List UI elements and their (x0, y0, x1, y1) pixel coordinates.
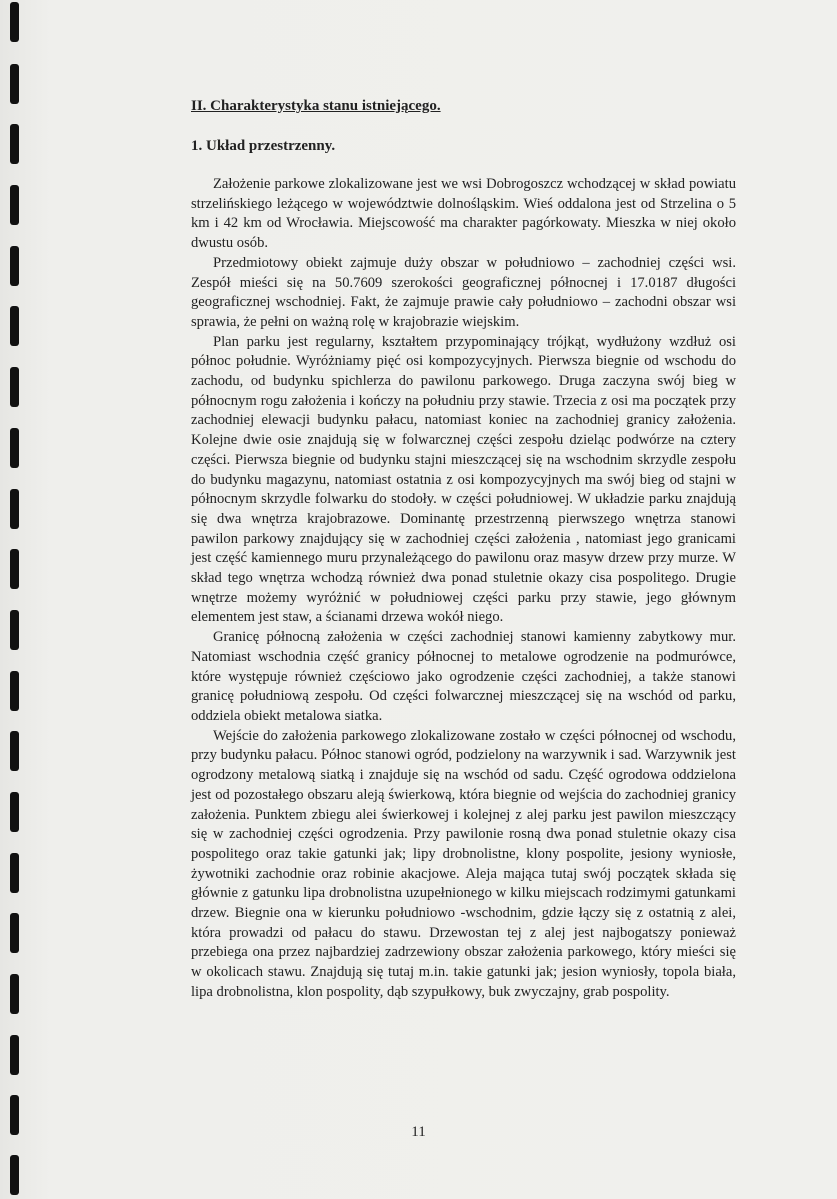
section-heading: II. Charakterystyka stanu istniejącego. (191, 98, 441, 114)
binding-hole (10, 974, 19, 1014)
document-content (191, 96, 736, 1003)
paragraph: Plan parku jest regularny, kształtem przypominający trójkąt, wydłużony wzdłuż osi północ południe. Wyróżniamy pięć osi kompozycyjnych. Pierwsza biegnie od wschodu do zachodu, od budynku spichlerza do pawilonu parkowego. Druga zaczyna swój bieg w północnym rogu założenia i kończy na południu przy stawie. Trzecia z osi ma początek przy zachodniej elewacji budynku pałacu, natomiast koniec na zachodniej granicy założenia. Kolejne dwie osie znajdują się w folwarcznej części zespołu dzieląc podwórze na cztery części. Pierwsza biegnie od budynku stajni mieszczącej się na wschodnim skrzydle zespołu do budynku magazynu, natomiast ostatnia z osi kompozycyjnych ma swój bieg od stajni w północnym skrzydle folwarku do stodoły. w części południowej. W układzie parku znajdują się dwa wnętrza krajobrazowe. Dominantę przestrzenną pierwszego wnętrza stanowi pawilon parkowy znajdujący się w zachodniej części założenia , natomiast jego granicami jest część kamiennego muru przynależącego do pawilonu oraz masyw drzew przy murze. W skład tego wnętrza wchodzą również dwa ponad stuletnie okazy cisa pospolitego. Drugie wnętrze możemy wyróżnić w południowej części parku przy stawie, jego głównym elementem jest staw, a ścianami drzewa wokół niego. (191, 333, 736, 626)
binding-hole (10, 64, 19, 104)
binding-hole (10, 853, 19, 893)
paragraph: Założenie parkowe zlokalizowane jest we wsi Dobrogoszcz wchodzącej w skład powiatu strzelińskiego leżącego w województwie dolnośląskim. Wieś oddalona jest od Strzelina o 5 km i 42 km od Wrocławia. Miejscowość ma charakter pagórkowaty. Mieszka w niej około dwustu osób. (191, 176, 736, 252)
binding-hole (10, 1155, 19, 1195)
binding-hole (10, 792, 19, 832)
binding-hole (10, 671, 19, 711)
subsection-heading: 1. Układ przestrzenny. (191, 138, 336, 154)
binding-hole (10, 913, 19, 953)
body-text (191, 175, 736, 1003)
binding-holes (0, 0, 24, 1199)
paragraph: Granicę północną założenia w części zachodniej stanowi kamienny zabytkowy mur. Natomiast wschodnia część granicy północnej to metalowe ogrodzenie na podmurówce, które występuje również częściowo jako ogrodzenie części zachodniej, a także stanowi granicę południową zespołu. Od części folwarcznej mieszczącej się na wschód od parku, oddziela obiekt metalowa siatka. (191, 629, 736, 724)
paragraph: Przedmiotowy obiekt zajmuje duży obszar w południowo – zachodniej części wsi. Zespół mieści się na 50.7609 szerokości geograficznej północnej i 17.0187 długości geograficznej wschodniej. Fakt, że zajmuje prawie cały południowo – zachodni obszar wsi sprawia, że pełni on ważną rolę w krajobrazie wiejskim. (191, 254, 736, 330)
binding-hole (10, 185, 19, 225)
binding-hole (10, 731, 19, 771)
binding-hole (10, 549, 19, 589)
page-number: 11 (411, 1124, 426, 1140)
binding-hole (10, 367, 19, 407)
binding-hole (10, 2, 19, 42)
binding-hole (10, 124, 19, 164)
binding-hole (10, 1035, 19, 1075)
binding-hole (10, 428, 19, 468)
binding-hole (10, 246, 19, 286)
binding-hole (10, 489, 19, 529)
paragraph: Wejście do założenia parkowego zlokalizowane zostało w części północnej od wschodu, przy budynku pałacu. Północ stanowi ogród, podzielony na warzywnik i sad. Warzywnik jest ogrodzony metalową siatką i znajduje się na wschód od sadu. Część ogrodowa oddzielona jest od pozostałego obszaru aleją świerkową, która biegnie od wejścia do zachodniej granicy założenia. Punktem zbiegu alei świerkowej i kolejnej z alej parku jest pawilon mieszczący się w zachodniej części ogrodzenia. Przy pawilonie rosną dwa ponad stuletnie okazy cisa pospolitego oraz takie gatunki jak; lipy drobnolistne, klony pospolite, jesiony wyniosłe, żywotniki zachodnie oraz robinie akacjowe. Aleja mająca tutaj swój początek składa się głównie z gatunku lipa drobnolistna uzupełnionego w kilku miejscach rodzimymi gatunkami drzew. Biegnie ona w kierunku południowo -wschodnim, gdzie łączy się z ostatnią z alei, która prowadzi od pałacu do stawu. Drzewostan tej z alej jest najbogatszy ponieważ przebiega ona przez najbardziej zadrzewiony obszar założenia parkowego, który mieści się w okolicach stawu. Znajdują się tutaj m.in. takie gatunki jak; jesion wyniosły, topola biała, lipa drobnolistna, klon pospolity, dąb szypułkowy, buk zwyczajny, grab pospolity. (191, 727, 736, 1000)
binding-hole (10, 306, 19, 346)
binding-hole (10, 610, 19, 650)
